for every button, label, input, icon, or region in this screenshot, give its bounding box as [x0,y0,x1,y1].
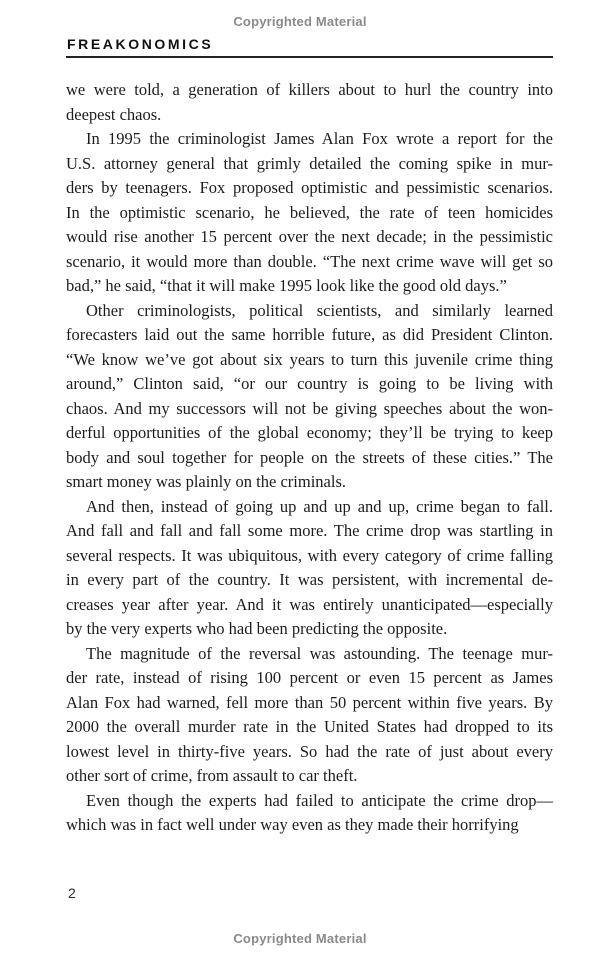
text-line: In 1995 the criminologist James Alan Fox wrote a report for the [86,129,553,148]
paragraph [66,789,553,838]
text-line: The magnitude of the reversal was astounding. The teenage mur- [86,643,553,663]
text-line: In the optimistic scenario, he believed, the rate of teen homicides [66,202,553,222]
text-line: derful opportunities of the global economy; they’ll be trying to keep [66,423,553,442]
text-line: der rate, instead of rising 100 percent or even 15 percent as James [66,668,553,687]
text-line: ders by teenagers. Fox proposed optimistic and pessimistic scenarios. [66,178,553,197]
paragraph [66,495,553,642]
text-line: would rise another 15 percent over the next decade; in the pessimistic [66,227,553,246]
text-line: And fall and fall and fall some more. The crime drop was startling in [66,521,553,540]
text-line: other sort of crime, from assault to car theft. [66,766,358,785]
page-number: 2 [68,885,76,901]
text-line: Even though the experts had failed to anticipate the crime drop— [86,790,553,810]
text-line: Alan Fox had warned, fell more than 50 percent within five years. By [66,692,553,712]
text-line: And then, instead of going up and up and up, crime began to fall. [86,496,553,516]
text-line: bad,” he said, “that it will make 1995 look like the good old days.” [66,276,507,295]
text-line: several respects. It was ubiquitous, with every category of crime falling [66,545,553,565]
text-line: scenario, it would more than double. “The next crime wave will get so [66,251,553,271]
text-line: lowest level in thirty-five years. So had the rate of just about every [66,741,553,761]
paragraph [66,642,553,789]
text-line: which was in fact well under way even as they made their horrifying [66,815,519,834]
text-line: creases year after year. And it was entirely unanticipated—especially [66,594,553,614]
running-header-title: FREAKONOMICS [67,36,214,52]
text-line: chaos. And my successors will not be giving speeches about the won- [66,398,553,418]
text-line: Other criminologists, political scientists, and similarly learned [86,300,553,320]
text-line: “We know we’ve got about six years to turn this juvenile crime thing [66,349,553,369]
text-line: forecasters laid out the same horrible future, as did President Clinton. [66,325,553,344]
text-line: 2000 the overall murder rate in the United States had dropped to its [66,717,553,736]
text-line: around,” Clinton said, “or our country is going to be living with [66,374,553,393]
text-line: U.S. attorney general that grimly detailed the coming spike in mur- [66,153,553,173]
copyright-notice-top: Copyrighted Material [233,14,367,29]
text-line: in every part of the country. It was persistent, with incremental de- [66,570,553,589]
text-line: deepest chaos. [66,104,162,124]
body-text [66,78,553,838]
copyright-notice-bottom: Copyrighted Material [233,931,367,946]
text-line: smart money was plainly on the criminals. [66,472,346,491]
paragraph [66,127,553,299]
text-line: by the very experts who had been predicting the opposite. [66,619,448,638]
text-line: we were told, a generation of killers about to hurl the country into [66,80,553,99]
paragraph [66,78,553,127]
header-rule [66,56,553,58]
text-line: body and soul together for people on the streets of these cities.” The [66,447,553,467]
paragraph [66,299,553,495]
